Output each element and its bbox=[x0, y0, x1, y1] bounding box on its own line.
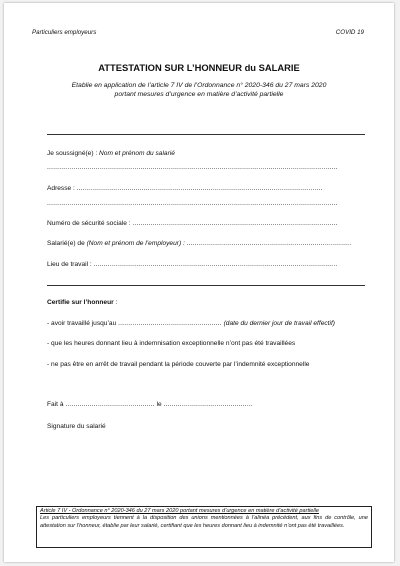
certifie-colon: : bbox=[113, 299, 118, 306]
footer-box bbox=[36, 506, 372, 548]
salarie-dots[interactable]: ................................................................................. bbox=[186, 240, 352, 247]
item1-prefix: - avoir travaillé jusqu’au bbox=[47, 320, 119, 327]
soussigne-hint: Nom et prénom du salarié bbox=[99, 150, 175, 157]
adresse-label: Adresse : bbox=[47, 185, 77, 192]
signature-label: Signature du salarié bbox=[47, 423, 106, 430]
separator-middle bbox=[47, 285, 365, 286]
soussigne-label: Je soussigné(e) : bbox=[47, 150, 100, 157]
fait-label: Fait à bbox=[47, 401, 66, 408]
secu-field bbox=[47, 220, 338, 227]
certifie-heading-line bbox=[47, 299, 117, 306]
salarie-hint: (Nom et prénom de l’employeur) : bbox=[86, 240, 187, 247]
separator-top bbox=[47, 134, 365, 135]
secu-dots[interactable]: ..................................................................................................... bbox=[132, 220, 338, 227]
document-title: ATTESTATION SUR L’HONNEUR du SALARIE bbox=[98, 62, 300, 73]
footer-reference: Article 7 IV - Ordonnance n° 2020-346 du 27 mars 2020 portant mesures d’urgence en matière d’activité partielle bbox=[40, 508, 319, 514]
secu-label: Numéro de sécurité sociale : bbox=[47, 220, 133, 227]
footer-text: Les particuliers employeurs tiennent à la disposition des unions mentionnées à l’alinéa précédent, aux fins de contrôle, une attestation sur l’honneur, établie par leur salarié, certifiant que les heures donnant lieu à indemnité n’ont pas été travaillées. bbox=[40, 515, 368, 529]
adresse-dots-2[interactable]: ............................................................................................................................................... bbox=[47, 200, 338, 207]
header-left: Particuliers employeurs bbox=[32, 29, 97, 36]
subtitle-line-2: portant mesures d’urgence en matière d’activité partielle bbox=[114, 91, 284, 98]
fait-line bbox=[47, 401, 253, 408]
fait-dots[interactable]: ............................................ bbox=[65, 401, 155, 408]
soussigne-dots[interactable]: ............................................................................................................................................... bbox=[47, 164, 338, 171]
certifie-heading: Certifie sur l’honneur bbox=[47, 299, 114, 306]
certifie-item-2: - que les heures donnant lieu à indemnisation exceptionnelle n’ont pas été travaillées bbox=[47, 340, 296, 347]
soussigne-field bbox=[47, 150, 175, 157]
le-label: le bbox=[154, 401, 164, 408]
adresse-dots[interactable]: ......................................................................................................................... bbox=[76, 185, 323, 192]
item1-dots[interactable]: ................................................... bbox=[118, 320, 222, 327]
item1-hint: (date du dernier jour de travail effectif) bbox=[221, 320, 335, 327]
adresse-field bbox=[47, 185, 323, 192]
salarie-field bbox=[47, 240, 351, 247]
header-right: COVID 19 bbox=[335, 29, 364, 36]
lieu-field bbox=[47, 261, 337, 268]
certifie-item-1 bbox=[47, 320, 335, 327]
lieu-label: Lieu de travail : bbox=[47, 261, 94, 268]
certifie-item-3: - ne pas être en arrêt de travail pendant la période couverte par l’indemnité exceptionnelle bbox=[47, 361, 310, 368]
document-page bbox=[4, 3, 394, 562]
le-dots[interactable]: ............................................ bbox=[163, 401, 253, 408]
subtitle-line-1: Etablie en application de l’article 7 IV de l’Ordonnance n° 2020-346 du 27 mars 2020 bbox=[71, 82, 327, 89]
salarie-label: Salarié(e) de bbox=[47, 240, 87, 247]
lieu-dots[interactable]: ........................................................................................................................ bbox=[93, 261, 338, 268]
